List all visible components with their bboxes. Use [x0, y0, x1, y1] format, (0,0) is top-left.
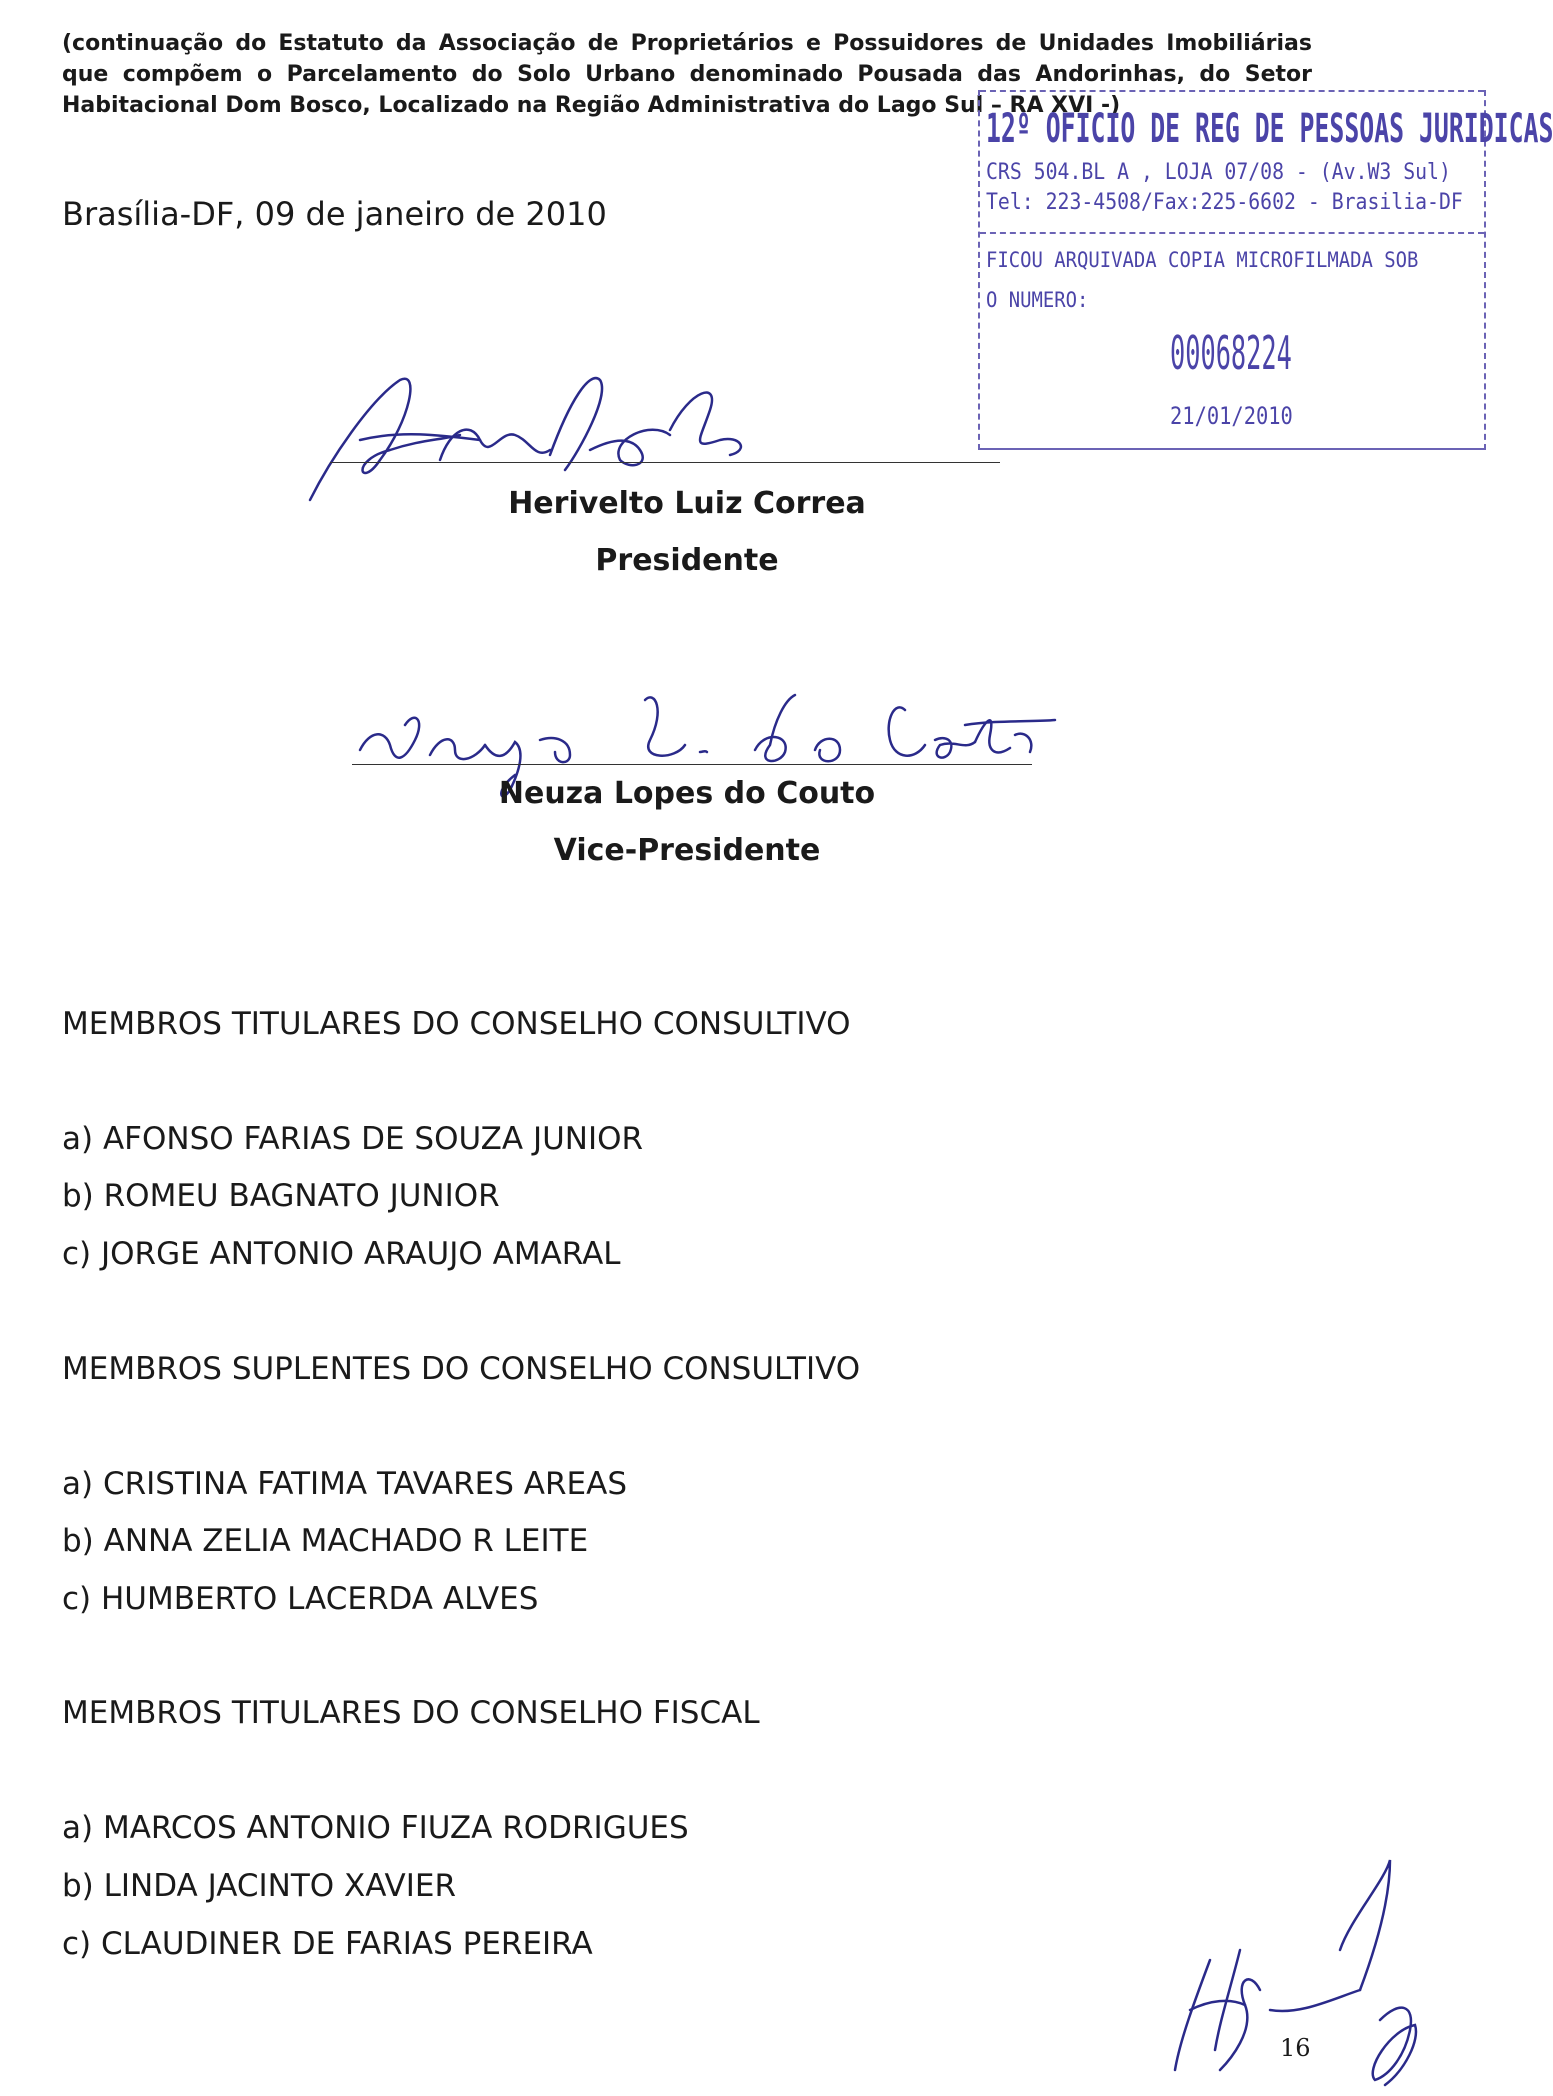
stamp-phone: Tel: 223-4508/Fax:225-6602 - Brasilia-DF [986, 190, 1463, 215]
list-item: a) AFONSO FARIAS DE SOUZA JUNIOR [62, 1121, 644, 1157]
document-header: (continuação do Estatuto da Associação de Proprietários e Possuidores de Unidades Imobiliárias que compõem o Parcelamento do Solo Urbano denominado Pousada das Andorinhas, do Setor Habitacional Dom Bosco, Localizado na Região Administrativa do Lago Sul – RA XVI -) [62, 31, 1312, 118]
stamp-address: CRS 504.BL A , LOJA 07/08 - (Av.W3 Sul) [986, 160, 1451, 185]
stamp-date: 21/01/2010 [1170, 402, 1293, 430]
vice-president-name: Neuza Lopes do Couto [498, 776, 876, 811]
vice-president-role: Vice-Presidente [553, 833, 821, 868]
stamp-number: 00068224 [1170, 326, 1292, 380]
list-item: c) CLAUDINER DE FARIAS PEREIRA [62, 1926, 593, 1962]
section-title-consultivo-titulares: MEMBROS TITULARES DO CONSELHO CONSULTIVO [62, 1006, 851, 1042]
list-item: c) JORGE ANTONIO ARAUJO AMARAL [62, 1236, 621, 1272]
list-item: b) LINDA JACINTO XAVIER [62, 1868, 456, 1904]
page-number: 16 [1280, 2034, 1311, 2062]
list-item: a) CRISTINA FATIMA TAVARES AREAS [62, 1466, 628, 1502]
stamp-office: 12º OFICIO DE REG DE PESSOAS JURIDICAS [986, 106, 1553, 152]
document-date: Brasília-DF, 09 de janeiro de 2010 [62, 195, 607, 233]
signature-line-president [330, 462, 1000, 463]
president-role: Presidente [595, 543, 779, 578]
list-item: b) ANNA ZELIA MACHADO R LEITE [62, 1523, 589, 1559]
signature-line-vice-president [352, 764, 1032, 765]
stamp-note: FICOU ARQUIVADA COPIA MICROFILMADA SOB [986, 248, 1419, 272]
list-item: c) HUMBERTO LACERDA ALVES [62, 1581, 539, 1617]
registry-stamp [978, 90, 1553, 450]
list-item: a) MARCOS ANTONIO FIUZA RODRIGUES [62, 1810, 689, 1846]
list-item: b) ROMEU BAGNATO JUNIOR [62, 1178, 500, 1214]
stamp-number-label: O NUMERO: [986, 288, 1089, 312]
section-title-consultivo-suplentes: MEMBROS SUPLENTES DO CONSELHO CONSULTIVO [62, 1351, 861, 1387]
section-title-fiscal-titulares: MEMBROS TITULARES DO CONSELHO FISCAL [62, 1695, 760, 1731]
president-name: Herivelto Luiz Correa [508, 486, 866, 521]
